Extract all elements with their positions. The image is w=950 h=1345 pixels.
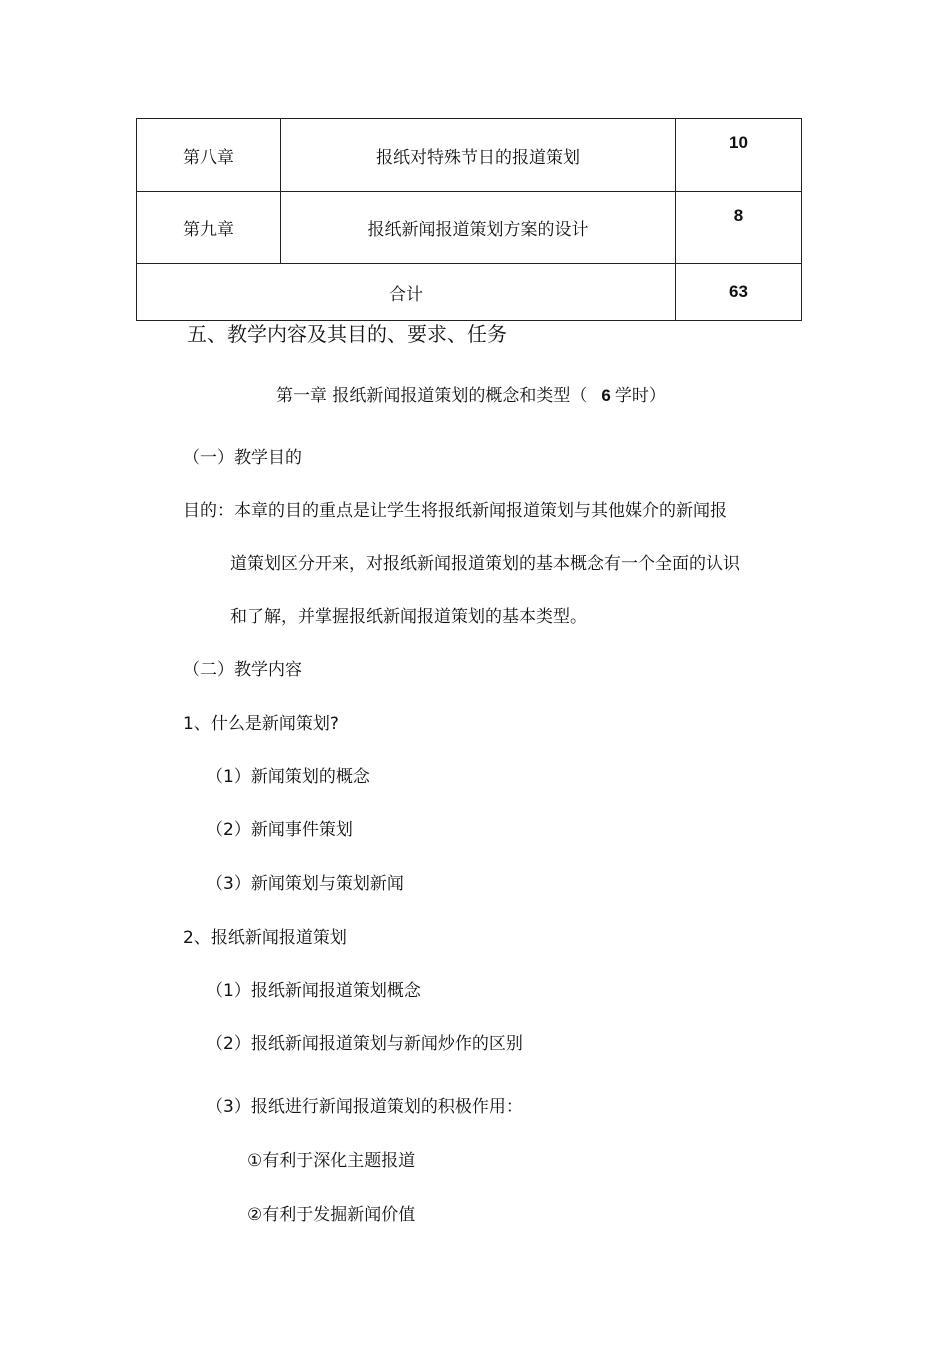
chapter-heading-suffix: 学时） [614,386,666,406]
chapter-cell: 第八章 [137,119,281,192]
objective-line: 道策划区分开来，对报纸新闻报道策划的基本概念有一个全面的认识 [230,554,740,574]
sub-item: （2）报纸新闻报道策划与新闻炒作的区别 [206,1034,523,1054]
sub-item: （3）新闻策划与策划新闻 [206,874,404,894]
sub-item: （1）新闻策划的概念 [206,767,370,787]
content-heading: （二）教学内容 [183,660,302,680]
table-row [137,119,802,192]
title-cell: 报纸对特殊节日的报道策划 [281,119,676,192]
hours-cell: 10 [676,119,802,192]
table-row [137,192,802,264]
chapter-heading-prefix: 第一章 报纸新闻报道策划的概念和类型（ [276,386,588,406]
sub-item: （3）报纸进行新闻报道策划的积极作用： [206,1097,523,1117]
total-row [137,264,802,321]
objective-line: 和了解，并掌握报纸新闻报道策划的基本类型。 [230,607,587,627]
objective-line: 目的：本章的目的重点是让学生将报纸新闻报道策划与其他媒介的新闻报 [183,501,727,521]
chapter-heading [276,385,666,407]
class-hours-table [136,118,802,321]
section-heading: 五、教学内容及其目的、要求、任务 [187,322,507,346]
title-cell: 报纸新闻报道策划方案的设计 [281,192,676,264]
point-item: ②有利于发掘新闻价值 [247,1205,416,1225]
total-hours-cell: 63 [676,264,802,321]
hours-cell: 8 [676,192,802,264]
sub-item: （2）新闻事件策划 [206,820,353,840]
chapter-cell: 第九章 [137,192,281,264]
item-title: 1、什么是新闻策划? [183,714,339,734]
total-label-cell: 合计 [137,264,676,321]
item-title: 2、报纸新闻报道策划 [183,928,347,948]
chapter-heading-hours: 6 [601,386,611,405]
objective-heading: （一）教学目的 [183,448,302,468]
sub-item: （1）报纸新闻报道策划概念 [206,981,421,1001]
point-item: ①有利于深化主题报道 [247,1151,416,1171]
